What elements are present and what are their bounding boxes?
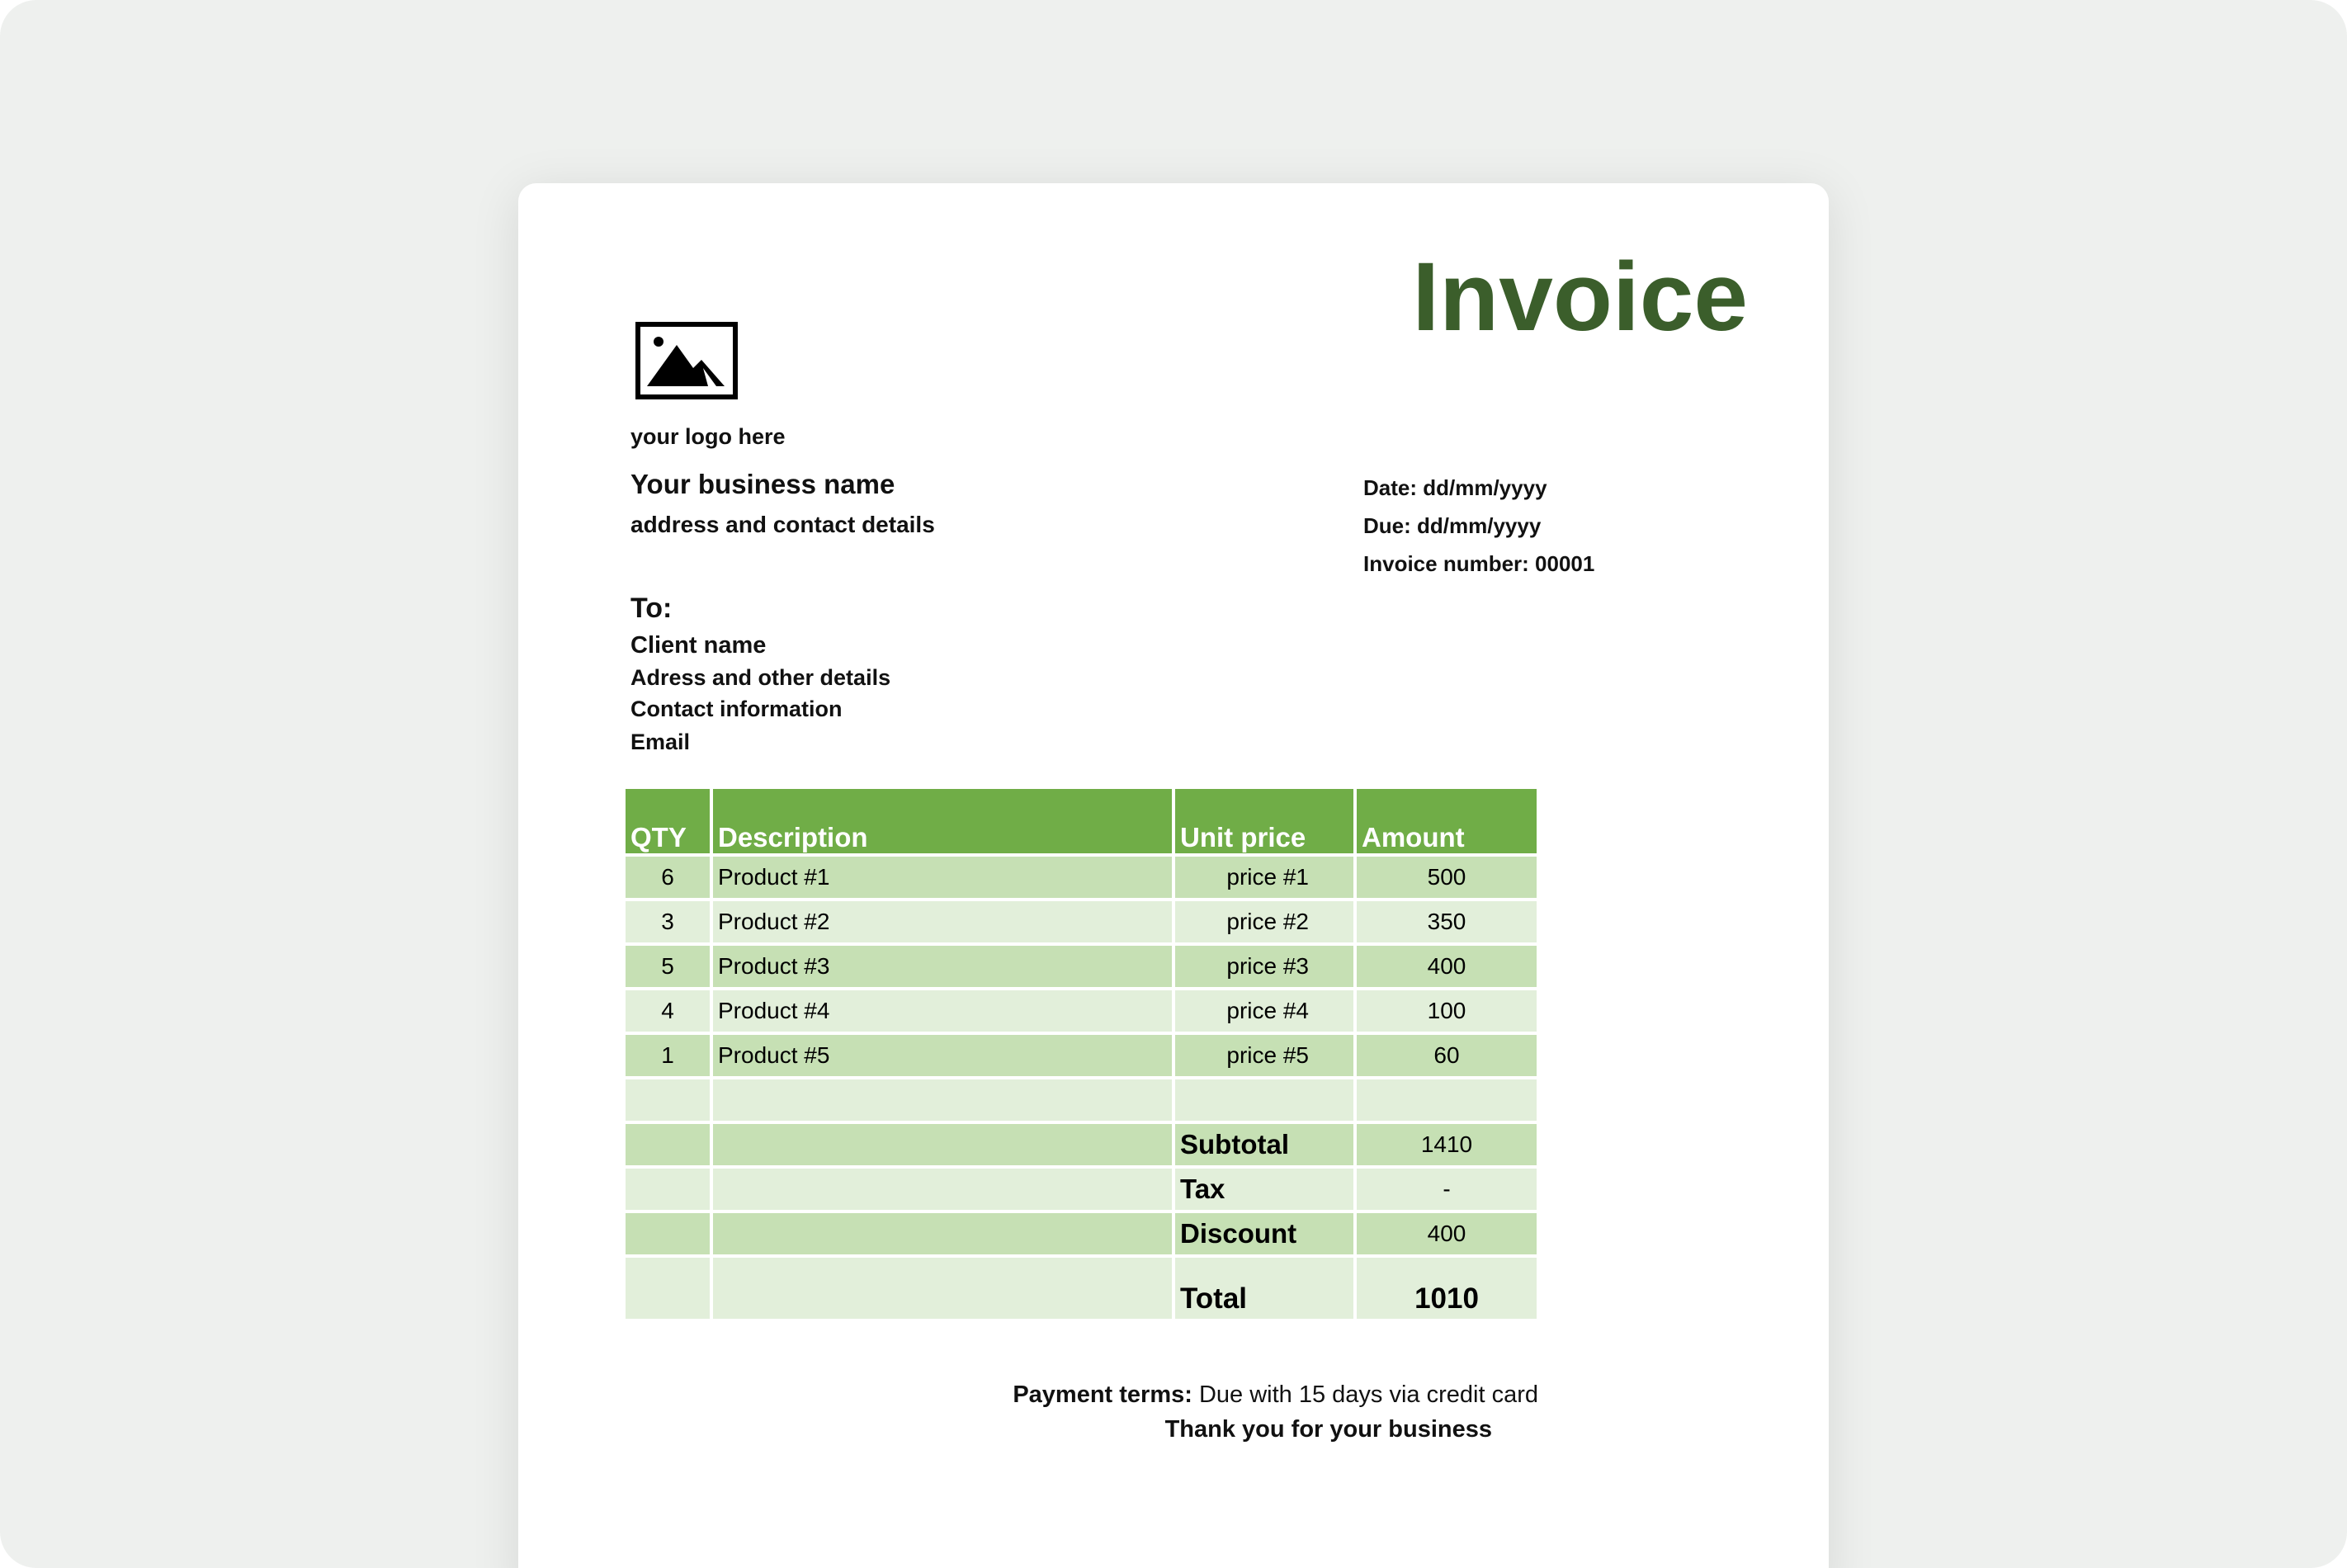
tax-value: - xyxy=(1357,1169,1537,1210)
client-name: Client name xyxy=(630,632,767,659)
row-description: Product #3 xyxy=(713,946,1172,987)
empty-cell xyxy=(626,1169,710,1210)
tax-label: Tax xyxy=(1175,1169,1353,1210)
client-address: Adress and other details xyxy=(630,665,891,690)
image-placeholder-icon xyxy=(635,322,738,399)
total-row xyxy=(626,1258,1537,1319)
empty-cell xyxy=(626,1213,710,1254)
invoice-due-date: Due: dd/mm/yyyy xyxy=(1363,513,1542,538)
table-row xyxy=(626,946,1537,987)
row-qty: 3 xyxy=(626,901,710,942)
table-row xyxy=(626,990,1537,1032)
row-description: Product #5 xyxy=(713,1035,1172,1076)
row-qty: 4 xyxy=(626,990,710,1032)
table-header-row xyxy=(626,789,1537,853)
table-row xyxy=(626,901,1537,942)
payment-terms xyxy=(1013,1381,1538,1409)
header-unit-price: Unit price xyxy=(1175,789,1353,853)
line-items-table xyxy=(622,786,1540,1322)
total-label: Total xyxy=(1175,1258,1353,1319)
subtotal-label: Subtotal xyxy=(1175,1124,1353,1165)
empty-row xyxy=(626,1079,1537,1121)
row-unit-price: price #3 xyxy=(1175,946,1353,987)
table-row xyxy=(626,857,1537,898)
invoice-page xyxy=(518,183,1829,1568)
row-description: Product #4 xyxy=(713,990,1172,1032)
row-amount: 60 xyxy=(1357,1035,1537,1076)
invoice-title: Invoice xyxy=(1412,243,1748,352)
row-amount: 100 xyxy=(1357,990,1537,1032)
discount-value: 400 xyxy=(1357,1213,1537,1254)
business-address: address and contact details xyxy=(630,512,935,537)
row-unit-price: price #2 xyxy=(1175,901,1353,942)
subtotal-value: 1410 xyxy=(1357,1124,1537,1165)
empty-cell xyxy=(626,1079,710,1121)
row-qty: 5 xyxy=(626,946,710,987)
empty-cell xyxy=(713,1169,1172,1210)
empty-cell xyxy=(713,1258,1172,1319)
discount-label: Discount xyxy=(1175,1213,1353,1254)
discount-row xyxy=(626,1213,1537,1254)
row-description: Product #1 xyxy=(713,857,1172,898)
empty-cell xyxy=(626,1258,710,1319)
business-name: Your business name xyxy=(630,469,895,499)
subtotal-row xyxy=(626,1124,1537,1165)
invoice-number: Invoice number: 00001 xyxy=(1363,551,1595,576)
thank-you-note: Thank you for your business xyxy=(1164,1416,1492,1443)
row-unit-price: price #1 xyxy=(1175,857,1353,898)
recipient-label: To: xyxy=(630,593,673,624)
header-qty: QTY xyxy=(626,789,710,853)
row-description: Product #2 xyxy=(713,901,1172,942)
payment-terms-label: Payment terms: xyxy=(1013,1381,1192,1408)
row-amount: 400 xyxy=(1357,946,1537,987)
client-email: Email xyxy=(630,730,691,754)
payment-terms-text: Due with 15 days via credit card xyxy=(1192,1381,1538,1408)
row-amount: 500 xyxy=(1357,857,1537,898)
header-amount: Amount xyxy=(1357,789,1537,853)
row-qty: 6 xyxy=(626,857,710,898)
row-unit-price: price #4 xyxy=(1175,990,1353,1032)
header-description: Description xyxy=(713,789,1172,853)
row-amount: 350 xyxy=(1357,901,1537,942)
table-row xyxy=(626,1035,1537,1076)
invoice-date: Date: dd/mm/yyyy xyxy=(1363,475,1547,500)
client-contact: Contact information xyxy=(630,697,843,721)
empty-cell xyxy=(713,1079,1172,1121)
empty-cell xyxy=(626,1124,710,1165)
row-unit-price: price #5 xyxy=(1175,1035,1353,1076)
logo-caption: your logo here xyxy=(630,424,786,449)
empty-cell xyxy=(1175,1079,1353,1121)
tax-row xyxy=(626,1169,1537,1210)
empty-cell xyxy=(713,1124,1172,1165)
row-qty: 1 xyxy=(626,1035,710,1076)
empty-cell xyxy=(1357,1079,1537,1121)
total-value: 1010 xyxy=(1357,1258,1537,1319)
empty-cell xyxy=(713,1213,1172,1254)
